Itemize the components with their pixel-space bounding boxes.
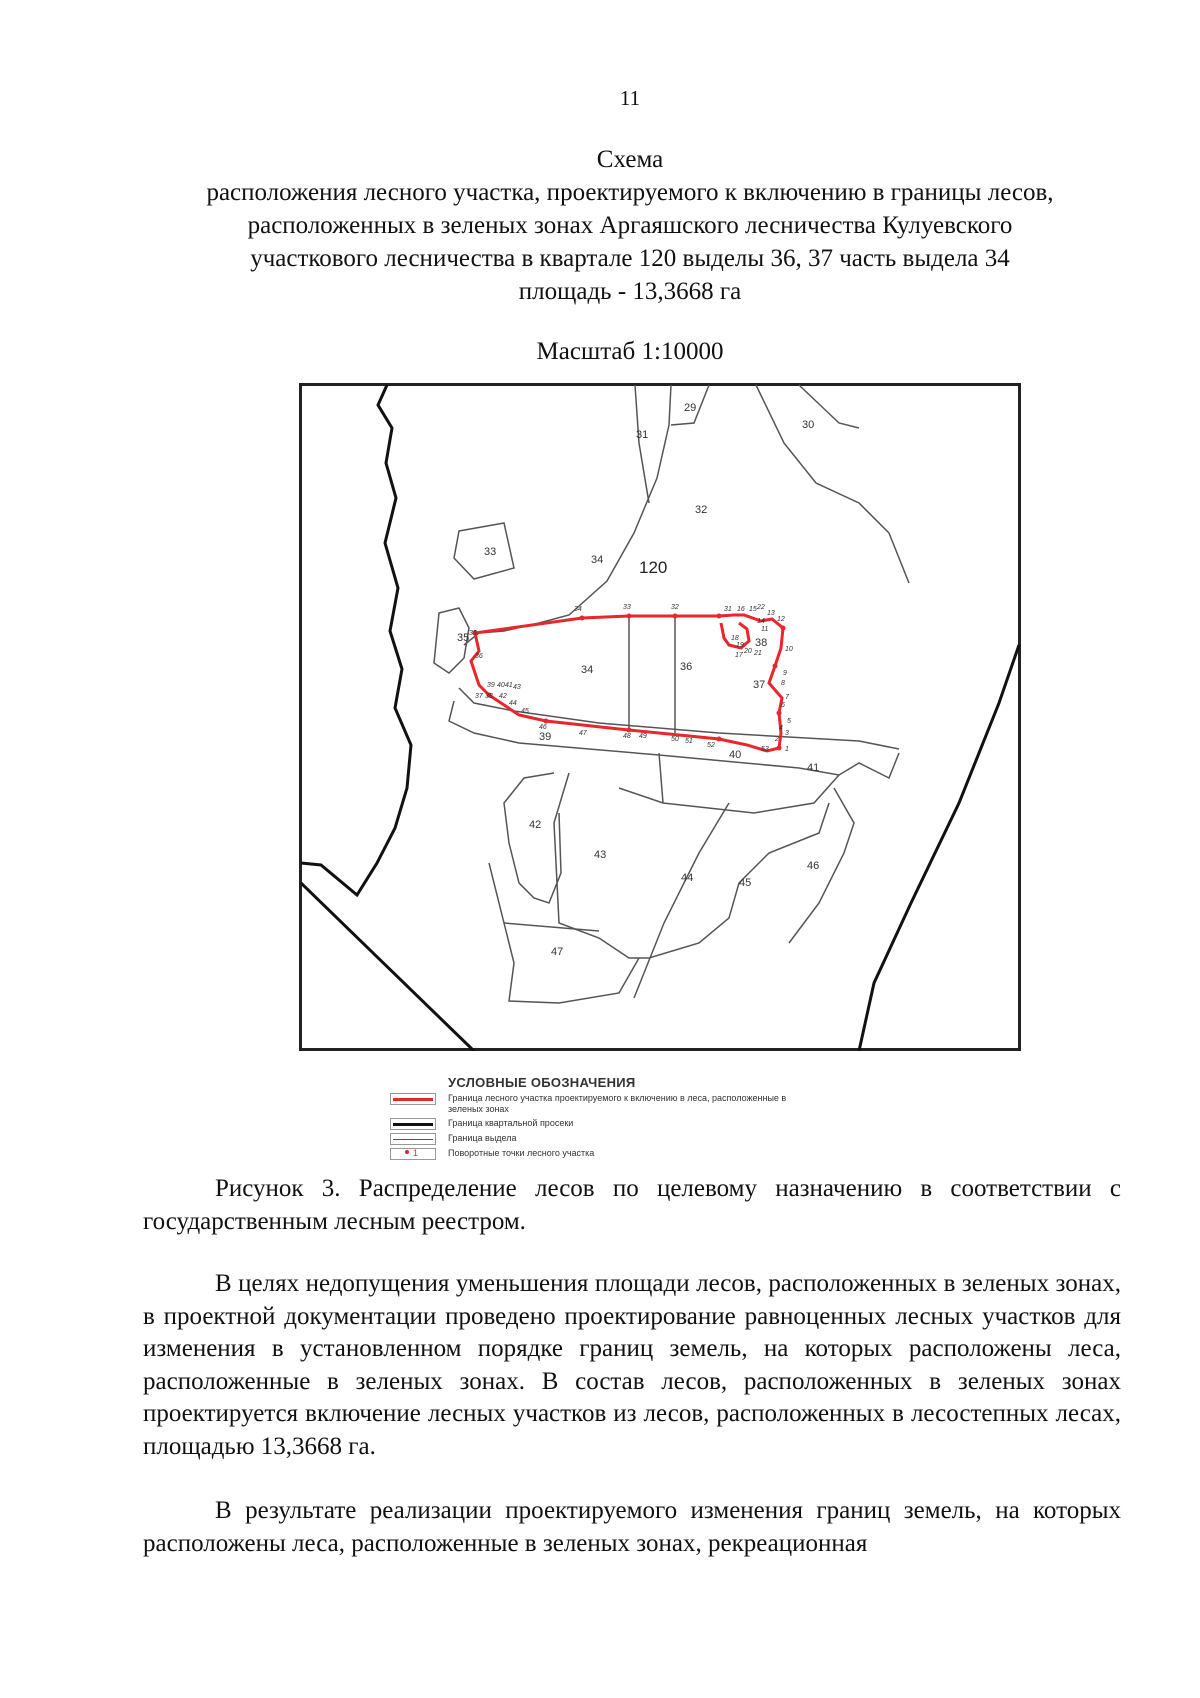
parcel-label: 29	[684, 402, 697, 414]
point-label: 53	[761, 746, 769, 753]
point-label: 33	[623, 604, 631, 611]
point-label: 49	[639, 733, 647, 740]
point-label: 32	[671, 604, 679, 611]
parcel-label: 40	[729, 749, 742, 761]
parcel-label: 34	[581, 664, 594, 676]
parcel-label: 34	[591, 554, 604, 566]
point-label: 6	[781, 702, 785, 709]
legend-item-label: Граница выдела	[448, 1133, 517, 1143]
point-label: 37	[475, 693, 483, 700]
point-label: 44	[509, 700, 517, 707]
turning-point	[773, 664, 778, 669]
turning-point	[580, 616, 585, 621]
quarter-label: 120	[639, 558, 668, 577]
legend-title: УСЛОВНЫЕ ОБОЗНАЧЕНИЯ	[448, 1075, 636, 1090]
parcel-label: 42	[529, 819, 542, 831]
turning-point	[781, 626, 786, 631]
point-label: 5	[787, 718, 791, 725]
title-line: расположенных в зеленых зонах Аргаяшского лесничества Кулуевского	[247, 212, 1013, 239]
point-label: 13	[767, 610, 775, 617]
map-frame	[301, 385, 1020, 1050]
scheme-title	[135, 143, 1125, 308]
title-line: расположения лесного участка, проектируемого к включению в границы лесов,	[206, 179, 1054, 206]
point-label: 43	[513, 684, 521, 691]
page-number: 11	[619, 86, 641, 110]
body-paragraph: В результате реализации проектируемого изменения границ земель, на которых расположены леса, расположенные в зеленых зонах, рекреационная	[143, 1497, 1121, 1557]
point-label: 21	[754, 650, 762, 657]
black-line-legend-icon	[390, 1118, 436, 1130]
point-label: 22	[757, 604, 765, 611]
point-label: 9	[783, 670, 787, 677]
point-label: 16	[737, 606, 745, 613]
parcel-label: 44	[681, 872, 694, 884]
thin-line-legend-icon	[390, 1133, 436, 1145]
point-label: 19	[736, 642, 744, 649]
point-label: 52	[707, 742, 715, 749]
title-line: участкового лесничества в квартале 120 выделы 36, 37 часть выдела 34	[250, 245, 1010, 272]
point-label: 42	[499, 693, 507, 700]
turning-point	[717, 614, 722, 619]
title-line: Схема	[596, 146, 664, 173]
point-label: 31	[724, 606, 732, 613]
turning-point	[717, 737, 722, 742]
point-label: 40	[497, 682, 505, 689]
point-label: 50	[671, 736, 679, 743]
parcel-label: 43	[594, 849, 607, 861]
legend-point-number: 1	[413, 1148, 419, 1158]
turning-point	[777, 711, 782, 716]
legend-item	[390, 1133, 810, 1145]
parcel-label: 33	[484, 546, 497, 558]
title-line: площадь - 13,3668 га	[518, 278, 742, 305]
point-label: 7	[785, 694, 789, 701]
turning-point	[777, 746, 782, 751]
point-label: 20	[744, 648, 752, 655]
parcel-label: 41	[807, 762, 820, 774]
point-label: 38	[485, 693, 493, 700]
turning-point	[673, 614, 678, 619]
point-label: 14	[757, 618, 765, 625]
legend-item-label: Граница лесного участка проектируемого к включению в леса, расположенные в зеленых зонах	[448, 1093, 787, 1114]
turning-point	[627, 728, 632, 733]
parcel-label: 35	[457, 632, 470, 644]
point-label: 36	[475, 653, 483, 660]
parcel-label: 38	[755, 637, 768, 649]
point-label: 12	[777, 616, 785, 623]
point-label: 10	[785, 646, 793, 653]
parcel-label: 37	[753, 679, 766, 691]
map-scale: Масштаб 1:10000	[536, 338, 724, 365]
parcel-label: 36	[680, 661, 693, 673]
parcel-label: 47	[551, 946, 564, 958]
parcel-label: 46	[807, 860, 820, 872]
point-label: 15	[749, 606, 757, 613]
point-label: 48	[623, 733, 631, 740]
point-label: 34	[574, 606, 582, 613]
turning-point	[627, 614, 632, 619]
point-label: 46	[539, 724, 547, 731]
point-label: 11	[761, 626, 769, 633]
map-legend	[390, 1075, 810, 1160]
point-label: 39	[487, 682, 495, 689]
point-label: 3	[785, 730, 789, 737]
parcel-label: 45	[739, 877, 752, 889]
point-label: 8	[781, 680, 785, 687]
legend-item-label: Граница квартальной просеки	[448, 1118, 574, 1128]
parcel-label: 31	[636, 429, 649, 441]
red-line-legend-icon	[390, 1093, 436, 1105]
point-label: 17	[735, 652, 743, 659]
point-label: 18	[731, 635, 739, 642]
legend-item-label: Поворотные точки лесного участка	[448, 1148, 595, 1158]
point-label: 4	[779, 725, 783, 732]
parcel-label: 39	[539, 731, 552, 743]
legend-item	[390, 1093, 810, 1115]
legend-item	[390, 1148, 810, 1160]
red-point-legend-icon	[390, 1148, 436, 1160]
body-paragraph: В целях недопущения уменьшения площади лесов, расположенных в зеленых зонах, в проектной документации проведено проектирование равноценных лесных участков для изменения в установленном порядке границ земель, на которых расположены леса, расположенные в зеленых зонах. В состав лесов, расположенных в зеленых зонах проектируется включение лесных участков из лесов, расположенных в лесостепных лесах, площадью 13,3668 га.	[143, 1270, 1121, 1460]
figure-caption: Рисунок 3. Распределение лесов по целевому назначению в соответствии с государственным лесным реестром.	[143, 1175, 1121, 1235]
point-label: 1	[785, 746, 789, 753]
point-label: 41	[505, 682, 513, 689]
point-label: 35	[469, 630, 477, 637]
forest-plot-map	[299, 383, 1021, 1051]
turning-point	[544, 719, 549, 724]
point-label: 47	[579, 730, 587, 737]
parcel-label: 32	[695, 504, 708, 516]
point-label: 51	[685, 738, 693, 745]
legend-item	[390, 1118, 810, 1130]
point-label: 2	[775, 736, 779, 743]
point-label: 45	[521, 708, 529, 715]
parcel-label: 30	[802, 419, 815, 431]
